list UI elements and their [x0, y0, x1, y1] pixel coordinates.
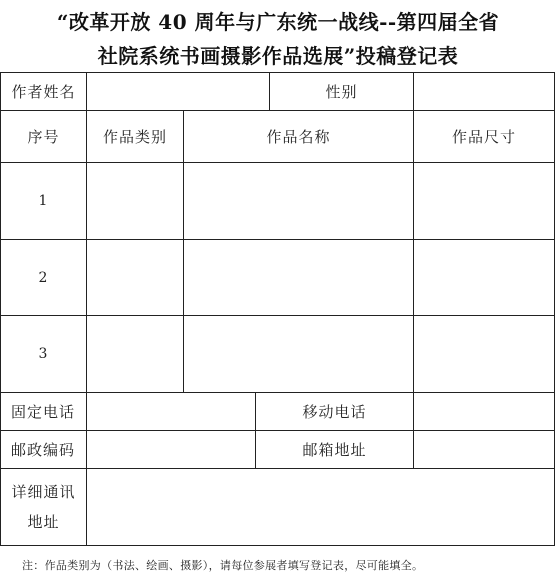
row-1-seq: 1 — [1, 163, 87, 240]
email-label: 邮箱地址 — [256, 431, 414, 469]
address-field[interactable] — [87, 469, 555, 546]
registration-form-table — [0, 72, 555, 546]
author-name-field[interactable] — [87, 73, 270, 111]
mobile-label: 移动电话 — [256, 393, 414, 431]
address-label — [1, 469, 87, 546]
row-3-seq: 3 — [1, 316, 87, 393]
landline-field[interactable] — [87, 393, 256, 431]
row-3-category-field[interactable] — [87, 316, 184, 393]
address-label-line-2: 地址 — [27, 513, 60, 531]
row-3-size-field[interactable] — [414, 316, 555, 393]
seq-header: 序号 — [1, 111, 87, 163]
category-header: 作品类别 — [87, 111, 184, 163]
row-2-size-field[interactable] — [414, 240, 555, 316]
form-title-line-1: “改革开放 40 周年与广东统一战线--第四届全省 — [56, 10, 500, 34]
work-name-header: 作品名称 — [184, 111, 414, 163]
mobile-field[interactable] — [414, 393, 555, 431]
gender-label: 性别 — [270, 73, 414, 111]
postcode-label: 邮政编码 — [1, 431, 87, 469]
footnote: 注：作品类别为（书法、绘画、摄影），请每位参展者填写登记表，尽可能填全。 — [22, 559, 424, 572]
email-field[interactable] — [414, 431, 555, 469]
gender-field[interactable] — [414, 73, 555, 111]
address-label-line-1: 详细通讯 — [11, 483, 76, 501]
author-name-label: 作者姓名 — [1, 73, 87, 111]
row-1-size-field[interactable] — [414, 163, 555, 240]
row-2-name-field[interactable] — [184, 240, 414, 316]
row-2-seq: 2 — [1, 240, 87, 316]
row-1-name-field[interactable] — [184, 163, 414, 240]
form-title-line-2: 社院系统书画摄影作品选展”投稿登记表 — [97, 44, 459, 68]
postcode-field[interactable] — [87, 431, 256, 469]
row-2-category-field[interactable] — [87, 240, 184, 316]
row-3-name-field[interactable] — [184, 316, 414, 393]
work-size-header: 作品尺寸 — [414, 111, 555, 163]
row-1-category-field[interactable] — [87, 163, 184, 240]
landline-label: 固定电话 — [1, 393, 87, 431]
